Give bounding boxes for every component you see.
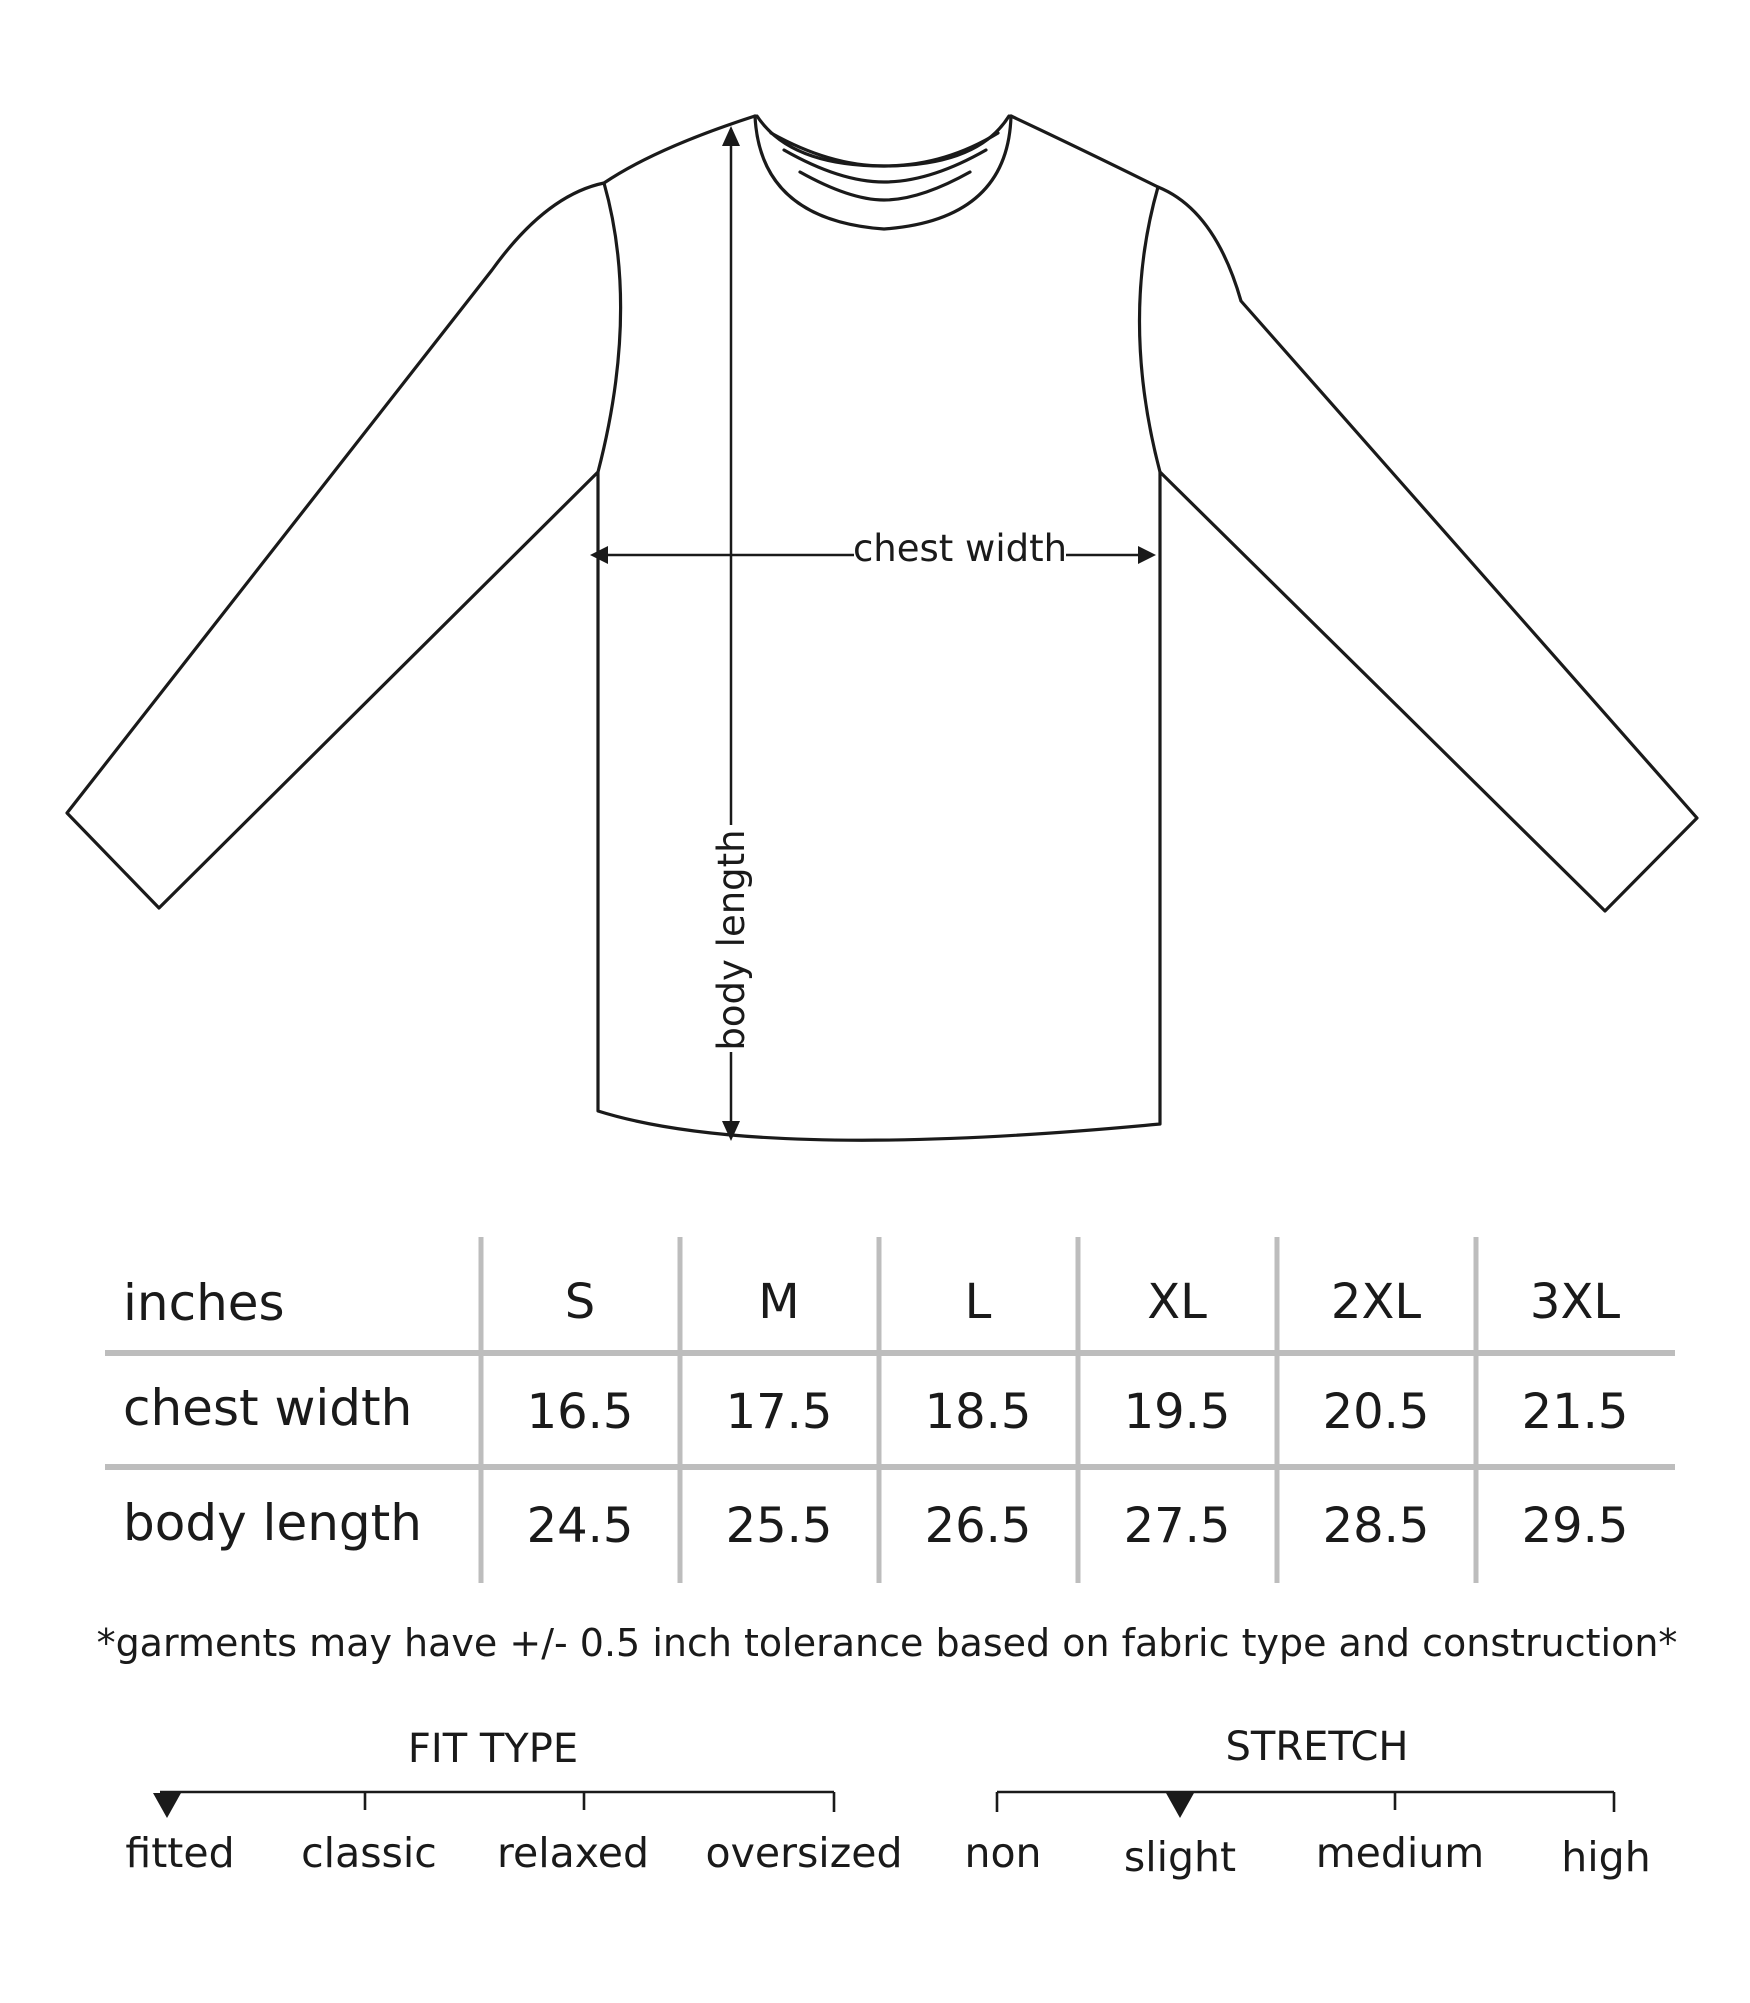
table-cell: 16.5 bbox=[526, 1384, 634, 1440]
table-cell: 20.5 bbox=[1322, 1384, 1430, 1440]
stretch-marker-icon bbox=[1166, 1793, 1194, 1818]
fit-option-classic: classic bbox=[301, 1829, 437, 1877]
collar-outer bbox=[755, 116, 1011, 229]
body-length-label: body length bbox=[710, 829, 753, 1051]
tolerance-note: *garments may have +/- 0.5 inch tolerance based on fabric type and construction* bbox=[96, 1621, 1678, 1665]
fit-type-title: FIT TYPE bbox=[407, 1726, 579, 1772]
table-cell: 24.5 bbox=[526, 1498, 634, 1554]
stretch-option-high: high bbox=[1561, 1833, 1651, 1881]
table-cell: 18.5 bbox=[924, 1384, 1032, 1440]
right-armhole-seam bbox=[1139, 187, 1160, 472]
table-cell: 27.5 bbox=[1123, 1498, 1231, 1554]
chest-width-arrowhead-right bbox=[1138, 546, 1156, 564]
chest-width-label: chest width bbox=[852, 527, 1068, 570]
shirt-outline bbox=[67, 116, 1697, 1140]
size-table bbox=[105, 1237, 1675, 1583]
table-size-header: S bbox=[564, 1274, 596, 1330]
table-cell: 19.5 bbox=[1123, 1384, 1231, 1440]
stretch-option-slight: slight bbox=[1123, 1833, 1237, 1881]
table-row-label: body length bbox=[123, 1494, 422, 1552]
body-length-measure bbox=[710, 126, 753, 1141]
body-length-arrowhead-top bbox=[722, 126, 740, 146]
table-cell: 25.5 bbox=[725, 1498, 833, 1554]
stretch-option-non: non bbox=[964, 1829, 1042, 1877]
table-size-header: 3XL bbox=[1529, 1274, 1621, 1330]
table-size-header: M bbox=[758, 1274, 800, 1330]
table-cell: 28.5 bbox=[1322, 1498, 1430, 1554]
table-size-header: 2XL bbox=[1330, 1274, 1422, 1330]
fit-option-fitted: fitted bbox=[125, 1829, 235, 1877]
table-cell: 21.5 bbox=[1521, 1384, 1629, 1440]
table-size-header: XL bbox=[1147, 1274, 1207, 1330]
table-cell: 17.5 bbox=[725, 1384, 833, 1440]
stretch-option-medium: medium bbox=[1315, 1829, 1485, 1877]
stretch-title: STRETCH bbox=[1225, 1724, 1409, 1770]
left-armhole-seam bbox=[598, 183, 621, 472]
table-cell: 26.5 bbox=[924, 1498, 1032, 1554]
fit-type-marker-icon bbox=[153, 1793, 181, 1818]
fit-option-relaxed: relaxed bbox=[497, 1829, 649, 1877]
body-length-arrowhead-bottom bbox=[722, 1121, 740, 1141]
table-cell: 29.5 bbox=[1521, 1498, 1629, 1554]
table-row-label: chest width bbox=[123, 1379, 413, 1437]
chest-width-measure bbox=[590, 527, 1156, 570]
table-unit-header: inches bbox=[123, 1274, 285, 1332]
collar-rib-3 bbox=[800, 172, 970, 200]
fit-type-scale bbox=[125, 1726, 902, 1877]
fit-option-oversized: oversized bbox=[705, 1829, 903, 1877]
long-sleeve-shirt-illustration bbox=[67, 116, 1697, 1140]
stretch-scale bbox=[964, 1724, 1650, 1881]
table-size-header: L bbox=[964, 1274, 992, 1330]
